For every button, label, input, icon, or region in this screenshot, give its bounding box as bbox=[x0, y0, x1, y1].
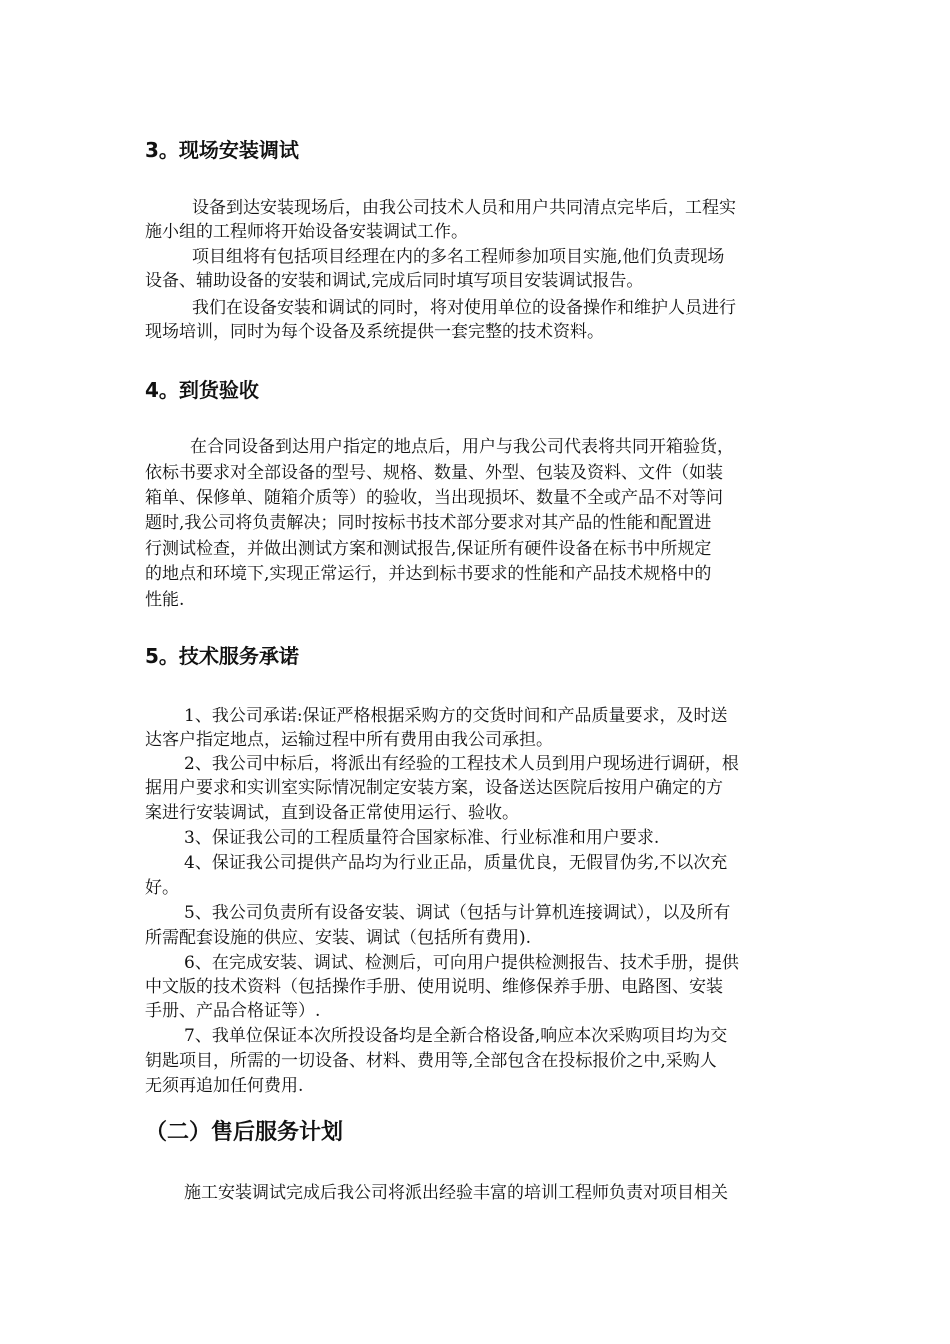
section-3-heading: 3。现场安装调试 bbox=[145, 138, 299, 162]
section-5-line-11: 6、在完成安装、调试、检测后，可向用户提供检测报告、技术手册，提供 bbox=[184, 953, 739, 973]
section-4-line-6: 的地点和环境下,实现正常运行，并达到标书要求的性能和产品技术规格中的 bbox=[145, 564, 712, 584]
section-5-line-3: 2、我公司中标后，将派出有经验的工程技术人员到用户现场进行调研，根 bbox=[184, 754, 739, 774]
section-3-line-4: 设备、辅助设备的安装和调试,完成后同时填写项目安装调试报告。 bbox=[145, 271, 644, 291]
section-4-line-7: 性能. bbox=[145, 590, 185, 610]
after-sales-heading: （二）售后服务计划 bbox=[145, 1120, 344, 1145]
section-3-line-1: 设备到达安装现场后，由我公司技术人员和用户共同清点完毕后，工程实 bbox=[192, 198, 736, 218]
section-5-line-12: 中文版的技术资料（包括操作手册、使用说明、维修保养手册、电路图、安装 bbox=[145, 977, 723, 997]
section-4-heading: 4。到货验收 bbox=[145, 378, 259, 402]
section-3-line-2: 施小组的工程师将开始设备安装调试工作。 bbox=[145, 222, 468, 242]
after-sales-line-1: 施工安装调试完成后我公司将派出经验丰富的培训工程师负责对项目相关 bbox=[184, 1183, 728, 1203]
section-5-line-7: 4、保证我公司提供产品均为行业正品，质量优良，无假冒伪劣,不以次充 bbox=[184, 853, 728, 873]
section-4-line-4: 题时,我公司将负责解决；同时按标书技术部分要求对其产品的性能和配置进 bbox=[145, 513, 712, 533]
section-3-line-5: 我们在设备安装和调试的同时，将对使用单位的设备操作和维护人员进行 bbox=[192, 298, 736, 318]
section-5-line-4: 据用户要求和实训室实际情况制定安装方案，设备送达医院后按用户确定的方 bbox=[145, 778, 723, 798]
section-4-line-5: 行测试检查，并做出测试方案和测试报告,保证所有硬件设备在标书中所规定 bbox=[145, 539, 712, 559]
section-5-line-10: 所需配套设施的供应、安装、调试（包括所有费用). bbox=[145, 928, 532, 948]
section-5-heading: 5。技术服务承诺 bbox=[145, 644, 299, 668]
section-5-line-9: 5、我公司负责所有设备安装、调试（包括与计算机连接调试），以及所有 bbox=[184, 903, 731, 923]
section-5-line-14: 7、我单位保证本次所投设备均是全新合格设备,响应本次采购项目均为交 bbox=[184, 1026, 728, 1046]
section-4-line-3: 箱单、保修单、随箱介质等）的验收，当出现损坏、数量不全或产品不对等问 bbox=[145, 488, 723, 508]
section-5-line-1: 1、我公司承诺:保证严格根据采购方的交货时间和产品质量要求，及时送 bbox=[184, 706, 728, 726]
section-5-line-13: 手册、产品合格证等）. bbox=[145, 1001, 321, 1021]
section-4-line-2: 依标书要求对全部设备的型号、规格、数量、外型、包装及资料、文件（如装 bbox=[145, 463, 723, 483]
section-5-line-5: 案进行安装调试，直到设备正常使用运行、验收。 bbox=[145, 803, 519, 823]
section-5-line-16: 无须再追加任何费用. bbox=[145, 1076, 304, 1096]
section-5-line-2: 达客户指定地点，运输过程中所有费用由我公司承担。 bbox=[145, 730, 553, 750]
section-5-line-6: 3、保证我公司的工程质量符合国家标准、行业标准和用户要求. bbox=[184, 828, 660, 848]
section-3-line-3: 项目组将有包括项目经理在内的多名工程师参加项目实施,他们负责现场 bbox=[192, 247, 725, 267]
section-3-line-6: 现场培训，同时为每个设备及系统提供一套完整的技术资料。 bbox=[145, 322, 604, 342]
section-5-line-15: 钥匙项目，所需的一切设备、材料、费用等,全部包含在投标报价之中,采购人 bbox=[145, 1051, 717, 1071]
section-4-line-1: 在合同设备到达用户指定的地点后，用户与我公司代表将共同开箱验货， bbox=[190, 437, 734, 457]
section-5-line-8: 好。 bbox=[145, 878, 179, 898]
